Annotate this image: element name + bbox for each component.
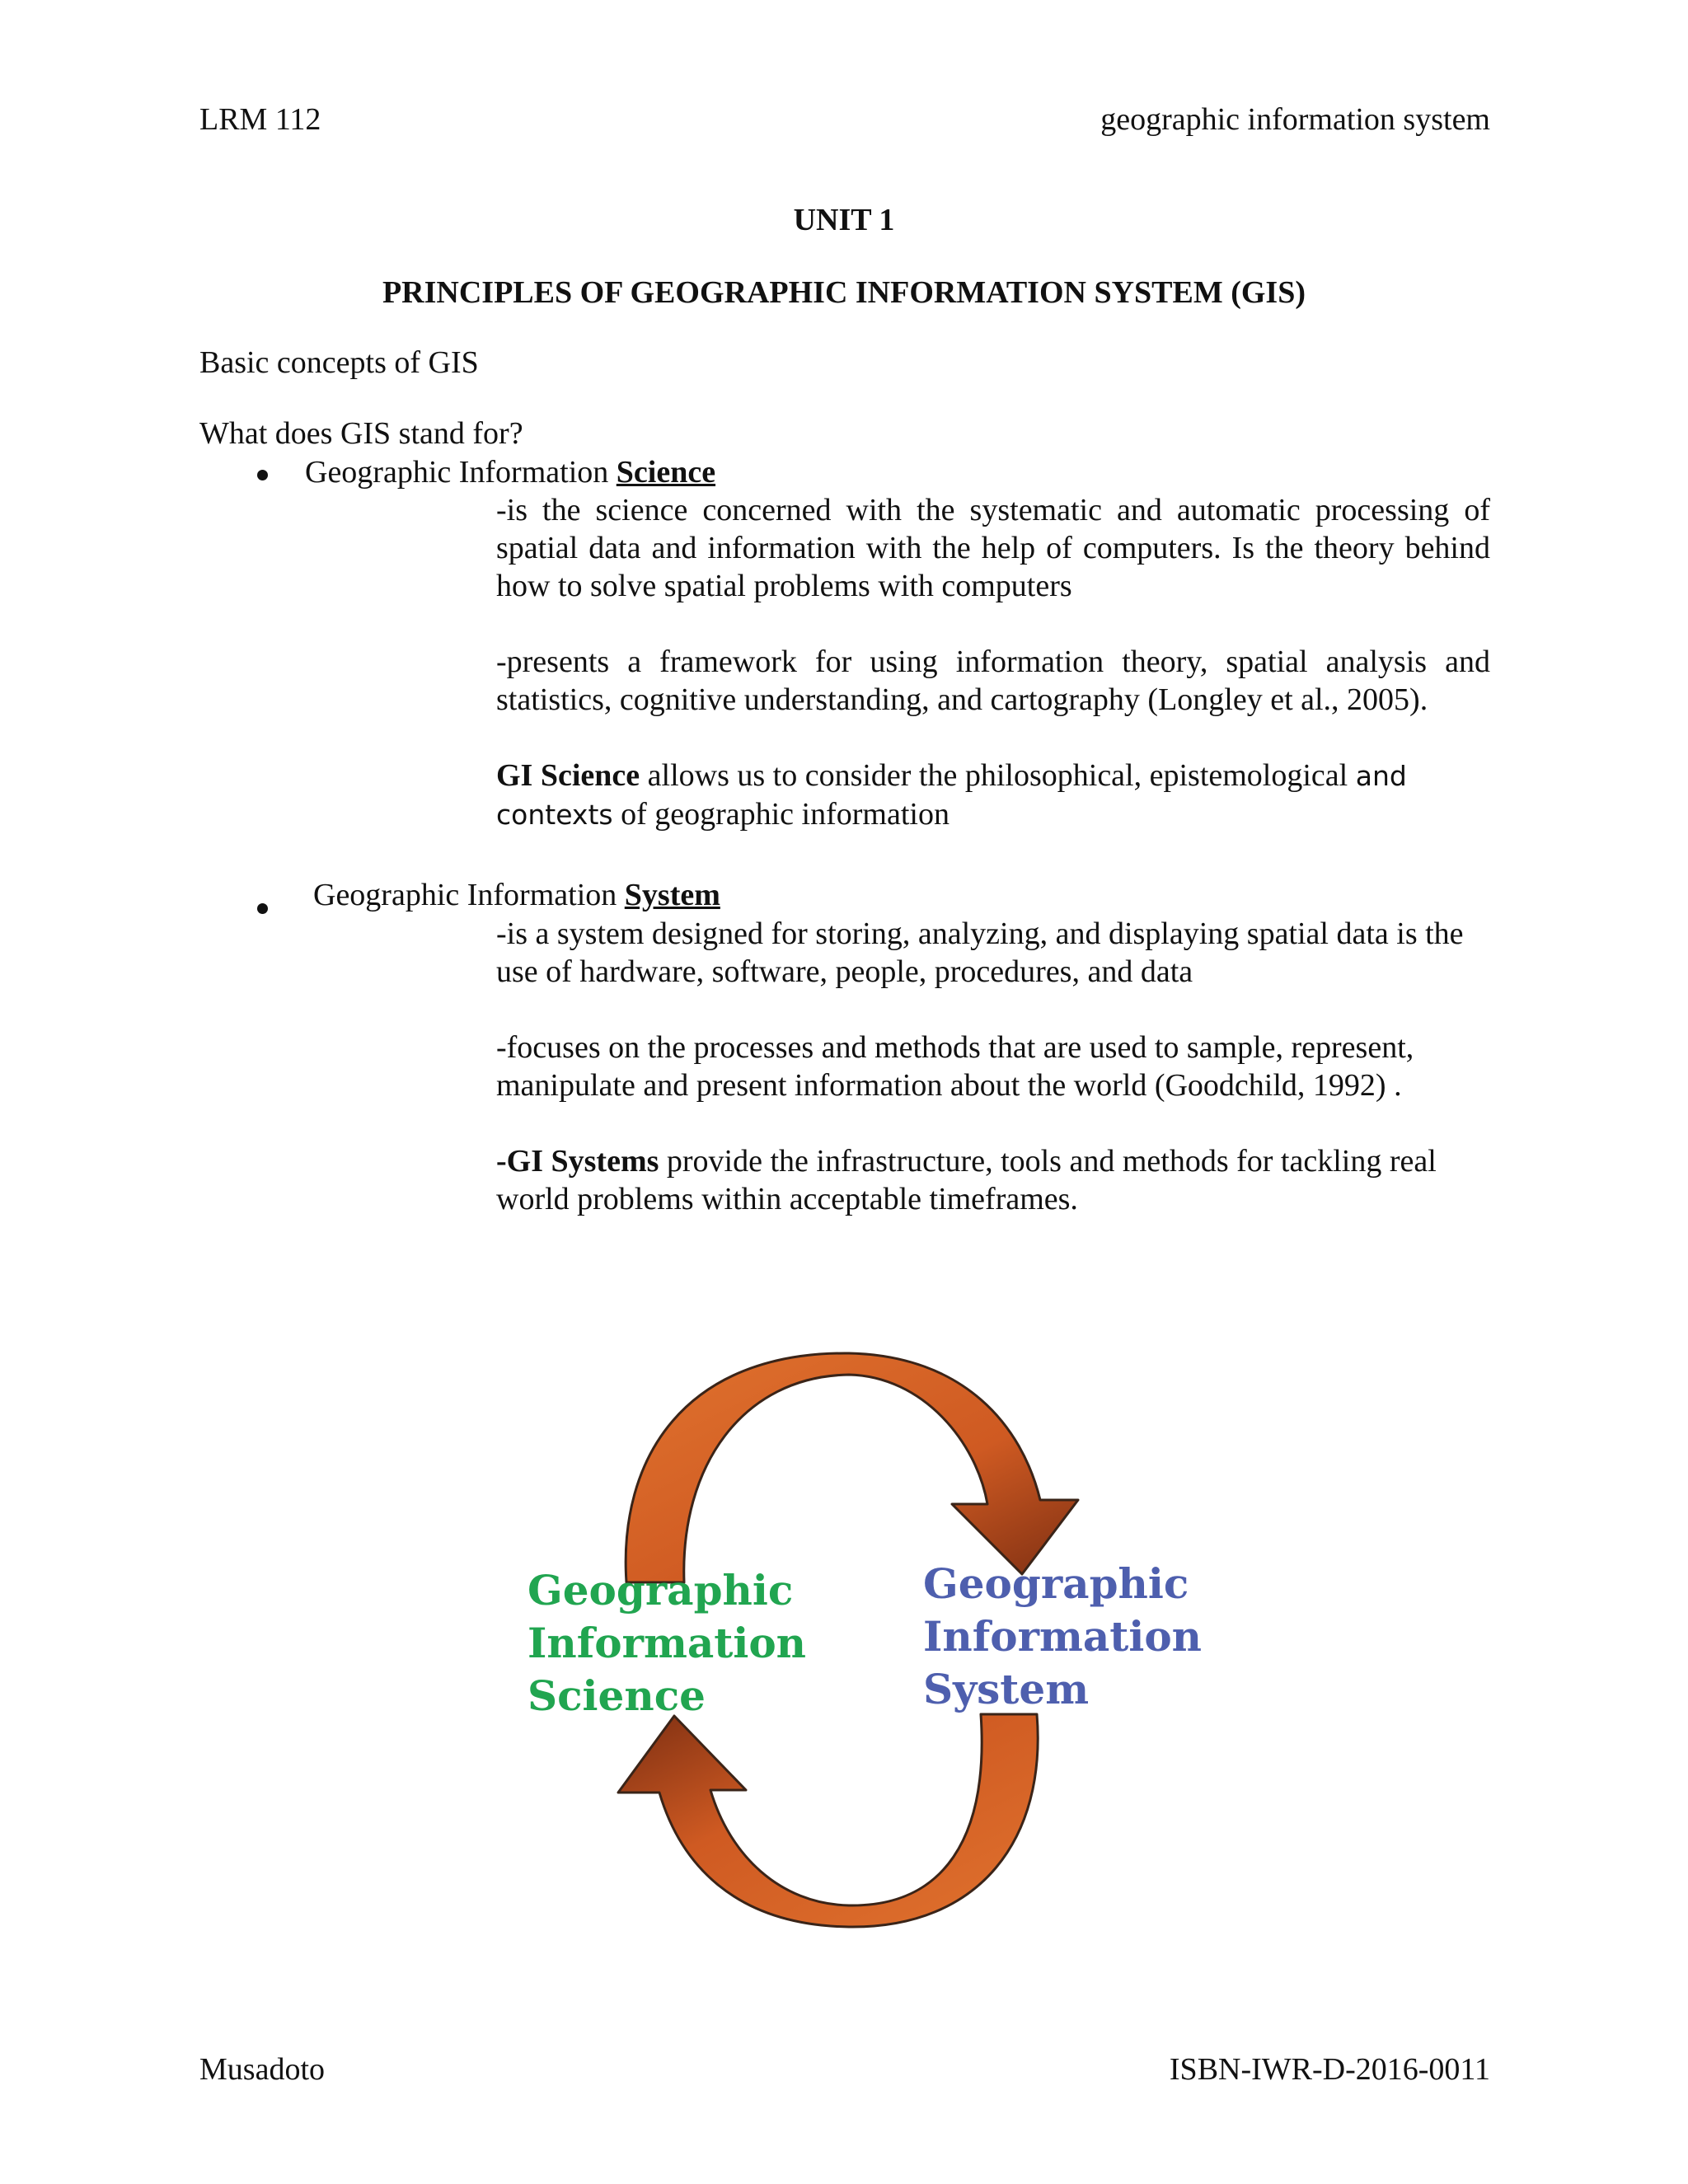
- unit-heading: UNIT 1: [793, 203, 895, 237]
- bullet-dot: [257, 903, 268, 914]
- science-paragraph-3: [496, 757, 1490, 834]
- label-science-line-3: Science: [528, 1671, 706, 1720]
- bullet-science-prefix: Geographic Information: [305, 455, 617, 490]
- science-context: [496, 757, 1490, 834]
- system-definition: [496, 915, 1490, 991]
- label-science-line-2: Information: [528, 1619, 807, 1667]
- footer-left: Musadoto: [199, 2052, 325, 2087]
- label-science-line-1: Geographic: [528, 1566, 794, 1615]
- bullet-system-prefix: Geographic Information: [313, 878, 625, 912]
- label-system-line-2: Information: [923, 1612, 1203, 1661]
- diagram-label-science: [528, 1564, 806, 1722]
- header-left: LRM 112: [199, 102, 321, 137]
- system-focus: [496, 1029, 1490, 1104]
- science-p3-contexts: contexts: [496, 799, 613, 831]
- bullet-dot: [257, 470, 268, 480]
- science-definition: [496, 491, 1490, 605]
- system-tools: [496, 1142, 1490, 1218]
- system-paragraph-2: -focuses on the processes and methods that are used to sample, represent, manipulate and present information about the world (Goodchild, 1992) .: [496, 1030, 1414, 1103]
- science-paragraph-1: -is the science concerned with the systematic and automatic processing of spatial data and information with the help of computers. Is the theory behind how to solve spatial problems with computers: [496, 493, 1490, 603]
- label-system-line-3: System: [923, 1665, 1090, 1713]
- system-p3-text: provide the infrastructure, tools and methods for tackling real world problems within acceptable timeframes.: [496, 1144, 1437, 1216]
- science-p3-end: of geographic information: [612, 797, 950, 832]
- bullet-science-keyword: Science: [616, 455, 716, 490]
- bullet-system-keyword: System: [624, 878, 720, 912]
- science-p3-and: and: [1355, 760, 1407, 792]
- question-text: What does GIS stand for?: [199, 416, 523, 451]
- page-title: PRINCIPLES OF GEOGRAPHIC INFORMATION SYSTEM (GIS): [382, 275, 1306, 310]
- gi-systems-term: -GI Systems: [496, 1144, 659, 1179]
- bullet-science: [305, 453, 715, 491]
- section-heading: Basic concepts of GIS: [199, 345, 479, 380]
- diagram-label-system: [923, 1558, 1202, 1716]
- label-system-line-1: Geographic: [923, 1559, 1189, 1608]
- science-framework: [496, 643, 1490, 719]
- bottom-cycle-arrow-icon: [618, 1714, 1038, 1927]
- system-paragraph-3: [496, 1142, 1490, 1218]
- system-paragraph-1: -is a system designed for storing, analyzing, and displaying spatial data is the use of hardware, software, people, procedures, and data: [496, 916, 1464, 989]
- bullet-system: [313, 876, 720, 914]
- science-p3-text: allows us to consider the philosophical, epistemological: [640, 758, 1356, 793]
- footer-right: ISBN-IWR-D-2016-0011: [1169, 2052, 1490, 2087]
- header-right: geographic information system: [1100, 102, 1490, 137]
- science-paragraph-2: -presents a framework for using information theory, spatial analysis and statistics, cognitive understanding, and cartography (Longley et al., 2005).: [496, 644, 1490, 717]
- top-cycle-arrow-icon: [626, 1353, 1078, 1582]
- gi-science-term: GI Science: [496, 758, 640, 793]
